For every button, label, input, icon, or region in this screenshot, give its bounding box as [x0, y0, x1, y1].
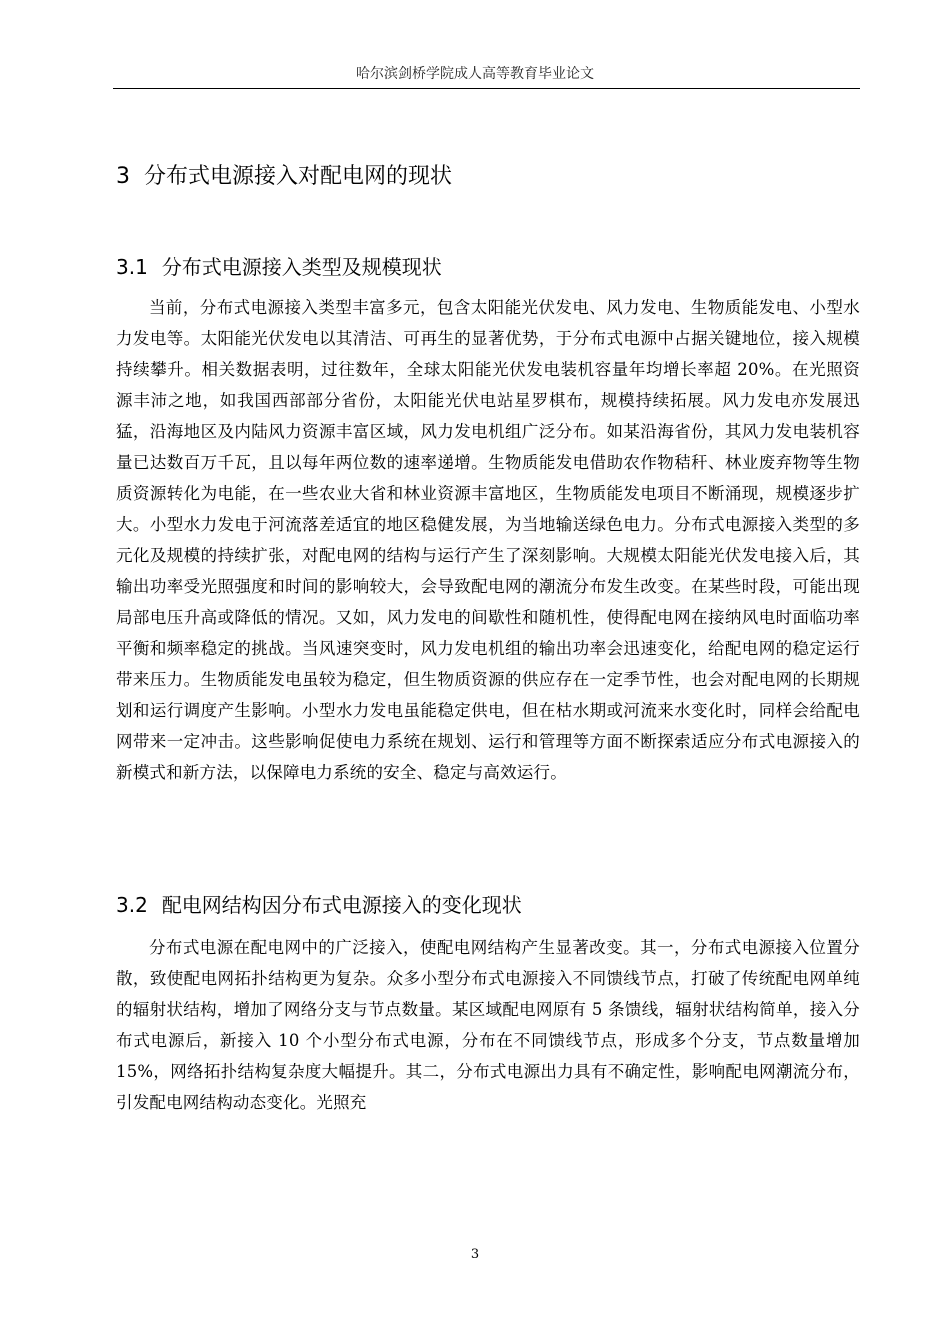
section-heading-3-1 [116, 252, 860, 282]
section-paragraph-3-1: 当前，分布式电源接入类型丰富多元，包含太阳能光伏发电、风力发电、生物质能发电、小型水力发电等。太阳能光伏发电以其清洁、可再生的显著优势，于分布式电源中占据关键地位，接入规模持续攀升。相关数据表明，过往数年，全球太阳能光伏发电装机容量年均增长率超 20%。在光照资源丰沛之地，如我国西部部分省份，太阳能光伏电站星罗棋布，规模持续拓展。风力发电亦发展迅猛，沿海地区及内陆风力资源丰富区域，风力发电机组广泛分布。如某沿海省份，其风力发电装机容量已达数百万千瓦，且以每年两位数的速率递增。生物质能发电借助农作物秸秆、林业废弃物等生物质资源转化为电能，在一些农业大省和林业资源丰富地区，生物质能发电项目不断涌现，规模逐步扩大。小型水力发电于河流落差适宜的地区稳健发展，为当地输送绿色电力。分布式电源接入类型的多元化及规模的持续扩张，对配电网的结构与运行产生了深刻影响。大规模太阳能光伏发电接入后，其输出功率受光照强度和时间的影响较大，会导致配电网的潮流分布发生改变。在某些时段，可能出现局部电压升高或降低的情况。又如，风力发电的间歇性和随机性，使得配电网在接纳风电时面临功率平衡和频率稳定的挑战。当风速突变时，风力发电机组的输出功率会迅速变化，给配电网的稳定运行带来压力。生物质能发电虽较为稳定，但生物质资源的供应存在一定季节性，也会对配电网的长期规划和运行调度产生影响。小型水力发电虽能稳定供电，但在枯水期或河流来水变化时，同样会给配电网带来一定冲击。这些影响促使电力系统在规划、运行和管理等方面不断探索适应分布式电源接入的新模式和新方法，以保障电力系统的安全、稳定与高效运行。 [116, 298, 860, 782]
section-title: 配电网结构因分布式电源接入的变化现状 [161, 893, 522, 917]
chapter-heading [116, 162, 860, 192]
page-number: 3 [470, 1247, 480, 1262]
chapter-number: 3 [116, 164, 130, 189]
section-number: 3.1 [116, 255, 148, 279]
page-header: 哈尔滨剑桥学院成人高等教育毕业论文 [356, 66, 594, 82]
section-paragraph-3-2: 分布式电源在配电网中的广泛接入，使配电网结构产生显著改变。其一，分布式电源接入位置分散，致使配电网拓扑结构更为复杂。众多小型分布式电源接入不同馈线节点，打破了传统配电网单纯的辐射状结构，增加了网络分支与节点数量。某区域配电网原有 5 条馈线，辐射状结构简单，接入分布式电源后，新接入 10 个小型分布式电源，分布在不同馈线节点，形成多个分支，节点数量增加 15%，网络拓扑结构复杂度大幅提升。其二，分布式电源出力具有不确定性，影响配电网潮流分布，引发配电网结构动态变化。光照充 [116, 938, 860, 1112]
section-heading-3-2 [116, 890, 860, 920]
section-title: 分布式电源接入类型及规模现状 [161, 255, 442, 279]
header-divider [113, 88, 860, 89]
chapter-title: 分布式电源接入对配电网的现状 [144, 164, 453, 189]
section-number: 3.2 [116, 893, 148, 917]
